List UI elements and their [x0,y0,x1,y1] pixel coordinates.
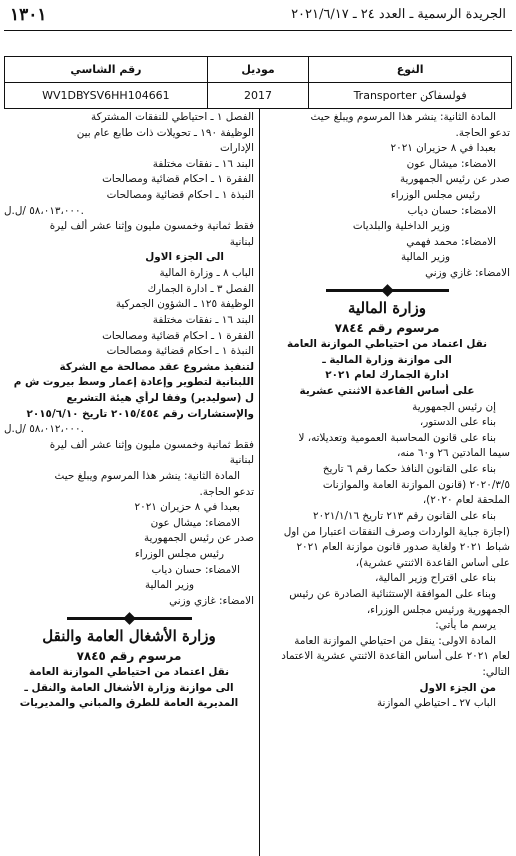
preamble-approval-cont: الجمهورية ورئيس مجلس الوزراء، [366,603,510,616]
amount-1-words: فقط ثمانية وخمسون مليون وإثنا عشر ألف ليرة [49,220,254,233]
right-column [264,110,510,712]
preamble-proposal: بناء على اقتراح وزير المالية، [374,572,496,585]
cell-type: فولسفاكن Transporter [309,83,512,109]
article-2: المادة الثانية: ينشر هذا المرسوم ويبلغ حيث [310,111,496,123]
decree-title-4: على أساس القاعدة الاثنتي عشرية [299,385,475,398]
preamble-law-213: بناء على القانون رقم ٢١٣ تاريخ ٢٠٢١/١/١٦ [313,509,496,522]
from-part-1: من الجزء الاول [419,681,496,694]
preamble-law-6-cont2: الملحقة لعام ٢٠٢٠)، [422,494,510,507]
finance-minister-title-left: وزير المالية [144,579,194,592]
interior-minister-title: وزير الداخلية والبلديات [352,220,450,233]
section-separator [264,285,510,294]
article-2-left-cont: تدعو الحاجة. [199,485,254,498]
amount-2: ٥٨،٠١٢،٠٠٠ /ل.ل. [4,423,84,436]
purpose-line-1: لتنفيذ مشروع عقد مصالحة مع الشركة [59,360,254,373]
decree-title-2: الى موازنة وزارة المالية ـ [322,353,452,366]
section-27: الباب ٢٧ ـ احتياطي الموازنة [376,697,496,710]
column-divider [259,108,260,856]
preamble-law-6: بناء على القانون النافذ حكما رقم ٦ تاريخ [322,463,496,476]
decree-title-3: ادارة الجمارك لعام ٢٠٢١ [325,369,449,382]
clause-1: النبذة ١ ـ احكام قضائية ومصالحات [106,189,254,202]
chapter-1: الفصل ١ ـ احتياطي للنفقات المشتركة [91,111,254,123]
purpose-line-2: اللبنانية لتطوير وإعادة إعمار وسط بيروت ش م [13,376,254,389]
decrees-following: يرسم ما يأتي: [435,619,496,632]
chapter-3: الفصل ٣ ـ ادارة الجمارك [147,282,254,295]
page-header [4,4,512,31]
ministry-heading: وزارة المالية [347,298,427,317]
amount-2-words: فقط ثمانية وخمسون مليون وإثنا عشر ألف ليرة [49,438,254,451]
article-2-left: المادة الثانية: ينشر هذا المرسوم ويبلغ حيث [54,470,240,483]
preamble-president: إن رئيس الجمهورية [412,400,496,413]
section-8: الباب ٨ ـ وزارة المالية [159,267,254,280]
ministry-heading-left: وزارة الأشغال العامة والنقل [42,626,216,645]
issued-by-left: صدر عن رئيس الجمهورية [143,532,254,545]
amount-1-words-cont: لبنانية [229,235,254,248]
amount-2-words-cont: لبنانية [229,454,254,467]
signature-pm-left: الامضاء: حسان دياب [151,563,240,576]
table-header-row [5,57,512,83]
preamble-law-6-cont1: ٢٠٢٠/٣/٥ (قانون الموازنة العامة والموازنات [322,478,510,491]
signing-date-left: بعبدا في ٨ حزيران ٢٠٢١ [134,501,240,514]
prime-minister-title: رئيس مجلس الوزراء [390,189,480,202]
decree-number: مرسوم رقم ٧٨٤٤ [334,321,440,336]
decree-title-left-2: الى موازنة وزارة الأشغال العامة والنقل ـ [24,681,234,694]
finance-minister-title: وزير المالية [400,251,450,264]
to-part-1: الى الجزء الاول [145,251,224,264]
paragraph-1-b: الفقرة ١ ـ احكام قضائية ومصالحات [102,329,254,342]
journal-issue-line: الجريدة الرسمية ـ العدد ٢٤ ـ ٢٠٢١/٦/١٧ [291,7,506,22]
signature-president-left: الامضاء: ميشال عون [150,516,240,529]
signature-interior: الامضاء: محمد فهمي [406,235,496,248]
preamble-approval: وبناء على الموافقة الإستثنائية الصادرة عن رئيس [289,587,496,600]
header-type: النوع [309,57,512,83]
preamble-law-213-cont3: على أساس القاعدة الاثنتي عشرية)، [355,556,510,569]
paragraph-1: الفقرة ١ ـ احكام قضائية ومصالحات [102,173,254,186]
item-16-b: البند ١٦ ـ نفقات مختلفة [152,313,254,326]
purpose-line-4: والإستشارات رقم ٢٠١٥/٤٥٤ تاريخ ٢٠١٥/٦/١٠ [26,407,254,420]
purpose-line-3: ل (سوليدير) وفقا لرأي هيئة التشريع [66,391,254,404]
decree-title-left-1: نقل اعتماد من احتياطي الموازنة العامة [28,666,229,678]
article-1-cont2: التالي: [482,666,510,678]
header-model: موديل [207,57,308,83]
vehicle-table [4,56,512,109]
table-row [5,83,512,109]
preamble-law-213-cont2: شباط ٢٠٢١ ولغاية صدور قانون موازنة العام ٢٠٢١ [296,541,510,554]
function-190: الوظيفة ١٩٠ ـ تحويلات ذات طابع عام بين [76,126,254,139]
preamble-accounting-law: بناء على قانون المحاسبة العمومية وتعديلاته، لا [298,431,496,444]
decree-title-left-3: المديرية العامة للطرق والمباني والمديريات [19,697,239,710]
prime-minister-title-left: رئيس مجلس الوزراء [134,548,224,561]
decree-title-1: نقل اعتماد من احتياطي الموازنة العامة [286,338,487,351]
issued-by: صدر عن رئيس الجمهورية [399,173,510,186]
item-16: البند ١٦ ـ نفقات مختلفة [152,157,254,170]
signature-finance-left: الامضاء: غازي وزني [169,594,254,607]
signing-date: بعبدا في ٨ حزيران ٢٠٢١ [390,142,496,155]
left-column [4,110,254,712]
clause-1-b: النبذة ١ ـ احكام قضائية ومصالحات [106,345,254,358]
cell-chassis: WV1DBYSV6HH104661 [5,83,208,109]
preamble-accounting-law-cont: سيما المادتين ٢٦ و٦٠ منه، [396,447,510,460]
preamble-law-213-cont1: (اجازة جباية الواردات وصرف النفقات اعتبارا من اول [283,525,510,538]
article-2-cont: تدعو الحاجة. [455,126,510,139]
function-190-cont: الإدارات [219,142,254,155]
signature-pm: الامضاء: حسان دياب [407,204,496,217]
preamble-constitution: بناء على الدستور، [419,416,496,429]
cell-model: 2017 [207,83,308,109]
article-1-cont1: لعام ٢٠٢١ على أساس القاعدة الاثنتي عشرية الاعتماد [281,650,510,663]
header-chassis: رقم الشاسي [5,57,208,83]
amount-1: ٥٨،٠١٣،٠٠٠ /ل.ل. [4,204,84,217]
section-separator-left [4,613,254,622]
decree-number-left: مرسوم رقم ٧٨٤٥ [76,649,182,663]
page-number: ١٣٠١ [10,5,47,25]
signature-president: الامضاء: ميشال عون [406,157,496,170]
function-125: الوظيفة ١٢٥ ـ الشؤون الجمركية [115,298,254,311]
signature-finance: الامضاء: غازي وزني [425,267,510,280]
article-1: المادة الاولى: ينقل من احتياطي الموازنة العامة [294,634,496,647]
